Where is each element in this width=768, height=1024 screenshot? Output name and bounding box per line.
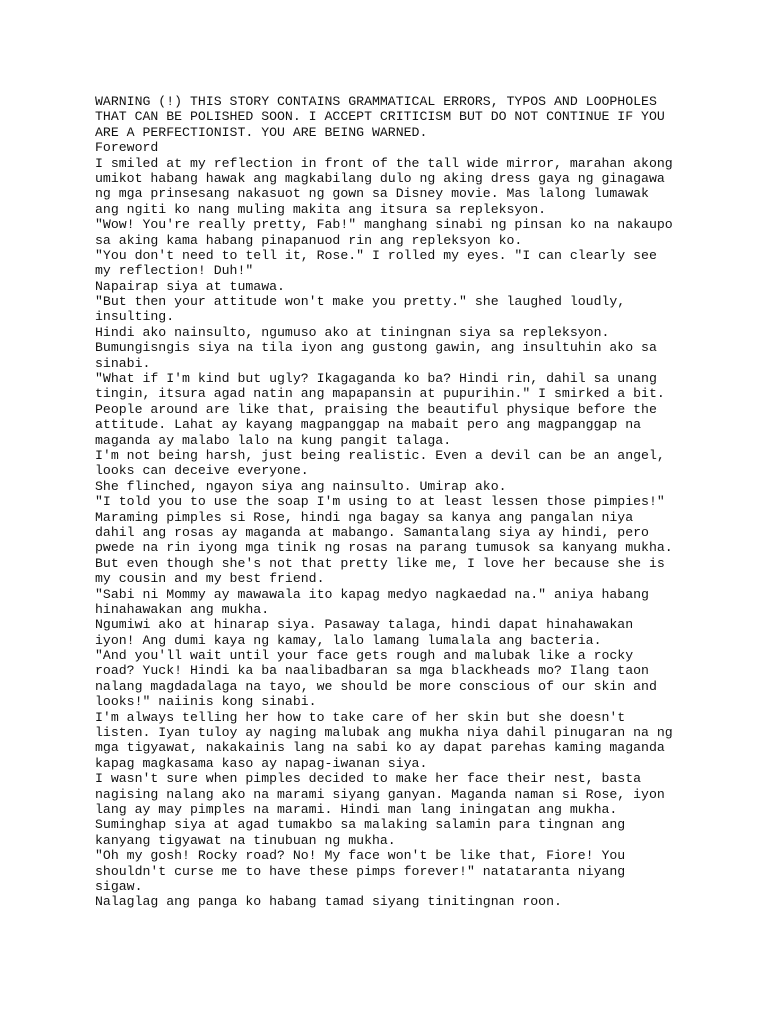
- text-line: dahil ang rosas ay maganda at mabango. Samantalang siya ay hindi, pero: [95, 524, 649, 540]
- text-line: People around are like that, praising the beautiful physique before the: [95, 401, 657, 417]
- text-line: kanyang tigyawat na tinubuan ng mukha.: [95, 832, 396, 848]
- text-line: mga tigyawat, nakakainis lang na sabi ko ay dapat parehas kaming maganda: [95, 740, 665, 756]
- text-line: my cousin and my best friend.: [95, 571, 325, 587]
- text-line: "And you'll wait until your face gets rough and malubak like a rocky: [95, 648, 634, 664]
- text-line: I'm always telling her how to take care of her skin but she doesn't: [95, 709, 626, 725]
- text-line: sinabi.: [95, 355, 151, 371]
- text-line: umikot habang hawak ang magkabilang dulo ng aking dress gaya ng ginagawa: [95, 170, 665, 186]
- text-line: Maraming pimples si Rose, hindi nga bagay sa kanya ang pangalan niya: [95, 509, 634, 525]
- text-line: insulting.: [95, 309, 175, 325]
- text-line: ang ngiti ko nang muling makita ang itsura sa repleksyon.: [95, 201, 547, 217]
- text-line: Ngumiwi ako at hinarap siya. Pasaway talaga, hindi dapat hinahawakan: [95, 617, 634, 633]
- text-line: Foreword: [95, 140, 159, 156]
- text-line: listen. Iyan tuloy ay naging malubak ang mukha niya dahil pinugaran na ng: [95, 725, 673, 741]
- text-line: Suminghap siya at agad tumakbo sa malaking salamin para tingnan ang: [95, 817, 626, 833]
- text-line: iyon! Ang dumi kaya ng kamay, lalo lamang lumalala ang bacteria.: [95, 632, 602, 648]
- text-line: THAT CAN BE POLISHED SOON. I ACCEPT CRITICISM BUT DO NOT CONTINUE IF YOU: [95, 109, 665, 125]
- text-line: Napairap siya at tumawa.: [95, 278, 285, 294]
- text-line: tingin, itsura agad natin ang mapapansin at pupurihin." I smirked a bit.: [95, 386, 665, 402]
- text-line: Bumungisngis siya na tila iyon ang gustong gawin, ang insultuhin ako sa: [95, 340, 657, 356]
- text-line: sigaw.: [95, 878, 143, 894]
- text-line: "Sabi ni Mommy ay mawawala ito kapag medyo nagkaedad na." aniya habang: [95, 586, 649, 602]
- text-line: looks can deceive everyone.: [95, 463, 309, 479]
- text-line: hinahawakan ang mukha.: [95, 601, 270, 617]
- text-line: "What if I'm kind but ugly? Ikagaganda ko ba? Hindi rin, dahil sa unang: [95, 371, 657, 387]
- text-line: lang ay may pimples na marami. Hindi man lang iningatan ang mukha.: [95, 801, 618, 817]
- text-line: WARNING (!) THIS STORY CONTAINS GRAMMATICAL ERRORS, TYPOS AND LOOPHOLES: [95, 94, 657, 109]
- text-line: maganda ay malabo lalo na kung pangit talaga.: [95, 432, 452, 448]
- text-line: "You don't need to tell it, Rose." I rolled my eyes. "I can clearly see: [95, 247, 657, 263]
- text-line: nagising nalang ako na marami siyang ganyan. Maganda naman si Rose, iyon: [95, 786, 665, 802]
- text-line: "I told you to use the soap I'm using to at least lessen those pimpies!": [95, 494, 665, 510]
- text-line: road? Yuck! Hindi ka ba naalibadbaran sa mga blackheads mo? Ilang taon: [95, 663, 649, 679]
- text-line: She flinched, ngayon siya ang nainsulto. Umirap ako.: [95, 478, 507, 494]
- document-page: [95, 94, 675, 910]
- text-line: kapag magkasama kaso ay napag-iwanan siya.: [95, 755, 428, 771]
- text-line: my reflection! Duh!": [95, 263, 254, 279]
- text-line: I smiled at my reflection in front of the tall wide mirror, marahan akong: [95, 155, 673, 171]
- text-line: Nalaglag ang panga ko habang tamad siyang tinitingnan roon.: [95, 894, 562, 910]
- text-line: sa aking kama habang pinapanuod rin ang repleksyon ko.: [95, 232, 523, 248]
- text-line: "Wow! You're really pretty, Fab!" manghang sinabi ng pinsan ko na nakaupo: [95, 217, 673, 233]
- text-line: pwede na rin iyong mga tinik ng rosas na parang tumusok sa kanyang mukha.: [95, 540, 673, 556]
- text-line: looks!" naiinis kong sinabi.: [95, 694, 317, 710]
- text-line: ARE A PERFECTIONIST. YOU ARE BEING WARNED.: [95, 124, 428, 140]
- text-line: I wasn't sure when pimples decided to make her face their nest, basta: [95, 771, 642, 787]
- text-line: shouldn't curse me to have these pimps forever!" natataranta niyang: [95, 863, 626, 879]
- text-line: "Oh my gosh! Rocky road? No! My face won't be like that, Fiore! You: [95, 848, 626, 864]
- text-line: attitude. Lahat ay kayang magpanggap na mabait pero ang magpanggap na: [95, 417, 642, 433]
- text-line: But even though she's not that pretty like me, I love her because she is: [95, 555, 665, 571]
- text-line: "But then your attitude won't make you pretty." she laughed loudly,: [95, 294, 626, 310]
- text-line: I'm not being harsh, just being realistic. Even a devil can be an angel,: [95, 447, 665, 463]
- text-line: Hindi ako nainsulto, ngumuso ako at tiningnan siya sa repleksyon.: [95, 324, 610, 340]
- text-line: nalang magdadalaga na tayo, we should be more conscious of our skin and: [95, 678, 657, 694]
- text-line: ng mga prinsesang nakasuot ng gown sa Disney movie. Mas lalong lumawak: [95, 186, 649, 202]
